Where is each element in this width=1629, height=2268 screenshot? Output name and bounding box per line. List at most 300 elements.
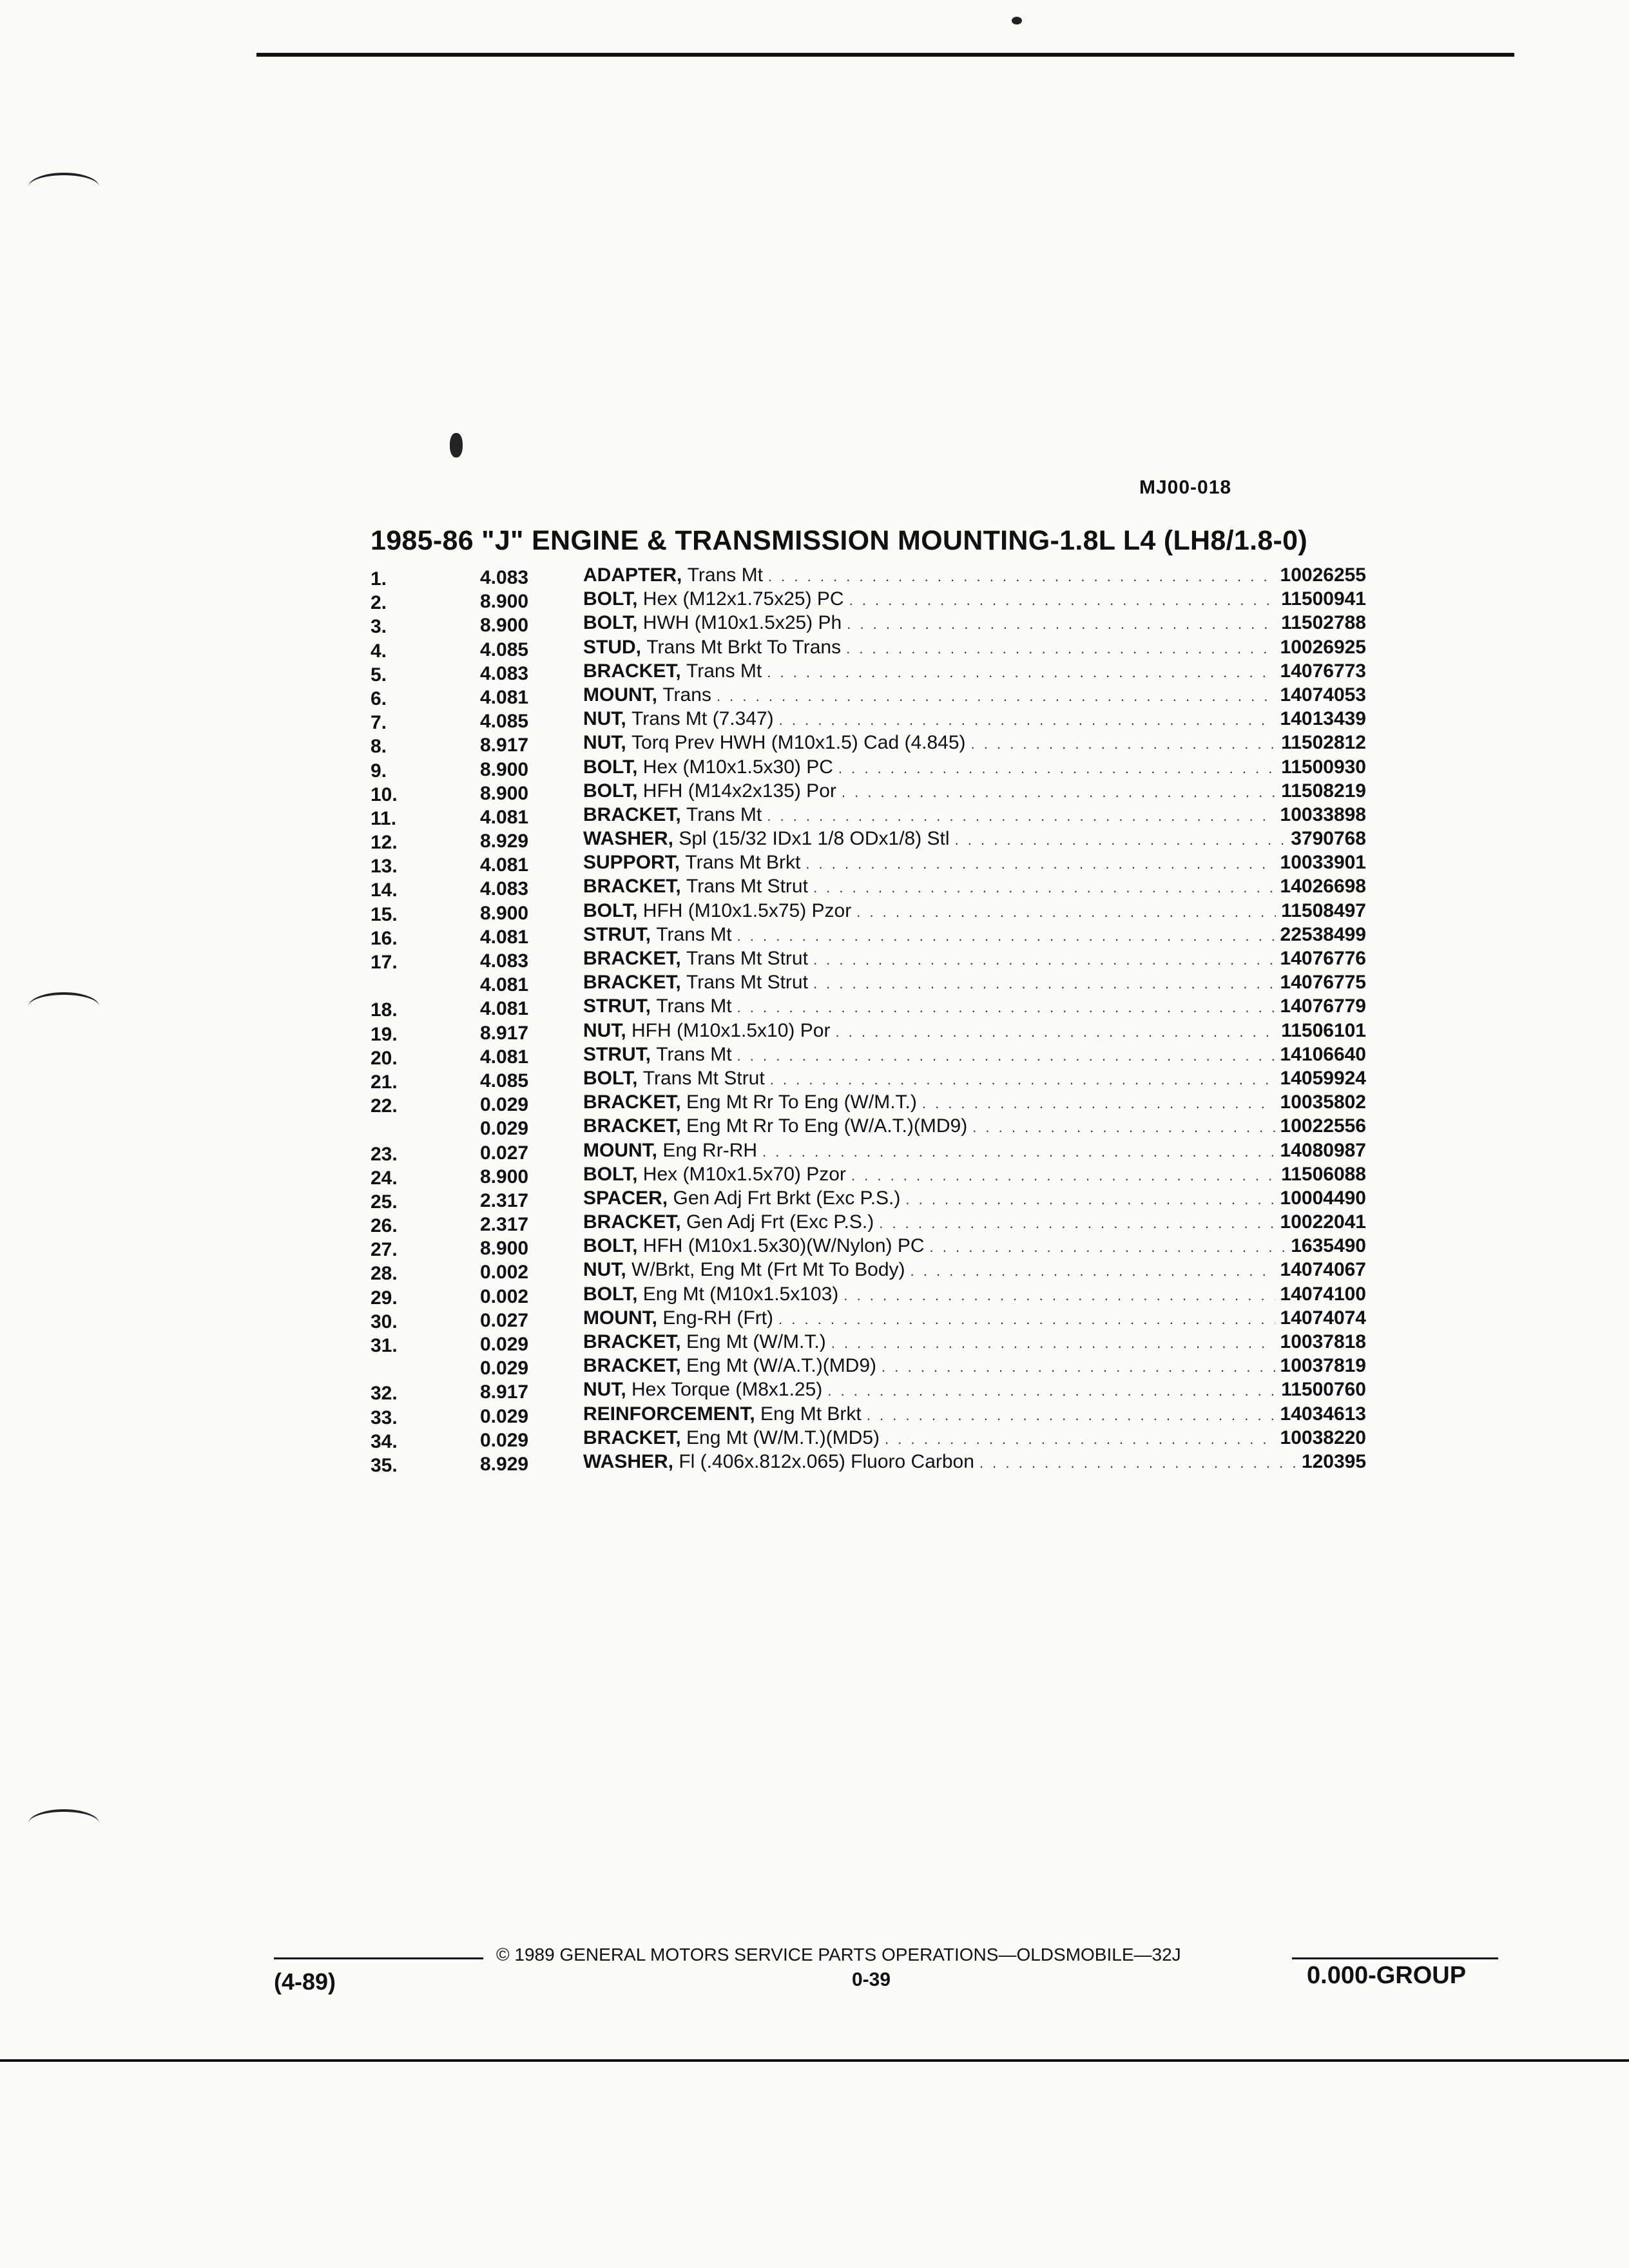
part-name: STUD, [583,636,641,658]
footer-page-number: 0-39 [852,1969,891,1990]
footer-group: 0.000-GROUP [1307,1962,1467,1989]
group-number: 8.900 [480,902,529,924]
part-name: BOLT, [583,1163,638,1185]
bottom-rule [0,2059,1629,2062]
part-number: 10037819 [1280,1355,1366,1377]
part-name: NUT, [583,1379,626,1401]
parts-row [371,1259,1366,1283]
parts-row [371,637,1366,660]
part-name: BOLT, [583,756,638,778]
item-description [583,1307,1366,1329]
group-number: 8.917 [480,1022,529,1044]
part-spec: Eng Mt (M10x1.5x103) [642,1283,839,1305]
part-name: BRACKET, [583,1427,681,1448]
page-title: 1985-86 "J" ENGINE & TRANSMISSION MOUNTING-1.8L L4 (LH8/1.8-0) [371,525,1307,556]
punch-hole-mark [28,1809,99,1838]
part-spec: Fl (.406x.812x.065) Fluoro Carbon [679,1450,974,1472]
group-number: 4.081 [480,974,529,996]
item-number: 22. [371,1095,398,1117]
group-number: 4.081 [480,1046,529,1068]
group-number: 0.029 [480,1094,529,1116]
part-number: 10033901 [1280,852,1366,874]
group-number: 0.029 [480,1358,529,1379]
part-name: BRACKET, [583,1211,681,1233]
parts-row [371,1068,1366,1091]
parts-row [371,708,1366,732]
part-spec: Hex (M12x1.75x25) PC [642,588,844,610]
part-spec: Trans Mt Brkt To Trans [646,636,842,658]
parts-row [371,1331,1366,1355]
part-spec: Eng Mt Rr To Eng (W/M.T.) [686,1091,917,1113]
parts-row [371,1307,1366,1331]
footer-copyright: © 1989 GENERAL MOTORS SERVICE PARTS OPERATIONS—OLDSMOBILE—32J [496,1945,1181,1965]
parts-row [371,995,1366,1019]
part-spec: Hex (M10x1.5x70) Pzor [642,1163,846,1185]
group-number: 8.900 [480,615,529,637]
part-number: 10038220 [1280,1427,1366,1448]
part-spec: Hex Torque (M8x1.25) [631,1379,823,1401]
group-number: 4.081 [480,998,529,1020]
group-number: 0.002 [480,1285,529,1307]
item-description [583,828,1366,850]
parts-row [371,660,1366,684]
part-spec: Spl (15/32 IDx1 1/8 ODx1/8) Stl [679,828,950,850]
parts-row [371,612,1366,636]
parts-row [371,1187,1366,1211]
part-spec: Torq Prev HWH (M10x1.5) Cad (4.845) [631,732,966,754]
group-number: 4.081 [480,806,529,828]
part-name: STRUT, [583,923,651,945]
item-description [583,732,1366,754]
part-spec: Trans Mt Strut [686,876,808,898]
parts-row [371,1164,1366,1187]
item-number: 29. [371,1287,398,1309]
leader-dots [849,592,1277,609]
leader-dots [813,975,1275,992]
item-number: 34. [371,1430,398,1452]
part-number: 14076779 [1280,995,1366,1017]
item-description [583,1044,1366,1066]
group-number: 4.081 [480,686,529,708]
part-number: 14074067 [1280,1259,1366,1281]
part-name: BRACKET, [583,1091,681,1113]
part-name: BRACKET, [583,1355,681,1377]
item-number: 2. [371,592,387,614]
part-spec: HFH (M10x1.5x30)(W/Nylon) PC [642,1235,925,1257]
item-description [583,660,1366,682]
parts-row [371,900,1366,924]
item-description [583,948,1366,970]
part-number: 14059924 [1280,1067,1366,1089]
parts-row [371,732,1366,756]
part-name: NUT, [583,1259,626,1281]
part-name: NUT, [583,732,626,754]
item-description [583,1355,1366,1377]
parts-row [371,924,1366,948]
item-number: 9. [371,760,387,782]
parts-row [371,1020,1366,1044]
part-spec: Trans Mt Brkt [685,852,801,874]
parts-row [371,1451,1366,1475]
part-spec: Trans Mt [686,803,762,825]
part-spec: Trans Mt [656,1043,732,1065]
parts-row [371,852,1366,876]
parts-row [371,1427,1366,1451]
item-number: 7. [371,712,387,734]
parts-row [371,756,1366,780]
leader-dots [955,832,1286,849]
item-number: 1. [371,568,387,590]
part-number: 10035802 [1280,1091,1366,1113]
group-number: 2.317 [480,1189,529,1211]
leader-dots [838,760,1276,777]
part-spec: Eng Mt Rr To Eng (W/A.T.)(MD9) [686,1115,968,1137]
part-number: 10026255 [1280,564,1366,586]
item-description [583,780,1366,802]
item-description [583,612,1366,634]
part-number: 14013439 [1280,708,1366,730]
group-number: 4.083 [480,567,529,588]
group-number: 4.083 [480,878,529,900]
item-number: 31. [371,1335,398,1356]
leader-dots [922,1095,1275,1112]
group-number: 4.085 [480,639,529,660]
part-number: 14074100 [1280,1283,1366,1305]
parts-row [371,804,1366,828]
part-spec: Trans Mt [686,660,762,682]
item-number: 32. [371,1383,398,1405]
part-name: BRACKET, [583,972,681,994]
part-number: 10004490 [1280,1187,1366,1209]
part-spec: Gen Adj Frt Brkt (Exc P.S.) [673,1187,901,1209]
leader-dots [842,784,1276,801]
leader-dots [930,1239,1286,1256]
part-number: 14106640 [1280,1043,1366,1065]
part-spec: Hex (M10x1.5x30) PC [642,756,833,778]
leader-dots [835,1024,1276,1041]
leader-dots [737,1048,1275,1064]
footer-date: (4-89) [274,1968,336,1995]
part-number: 11500760 [1281,1379,1366,1401]
item-description [583,1020,1366,1042]
group-number: 0.002 [480,1262,529,1283]
leader-dots [979,1455,1296,1472]
group-number: 8.917 [480,735,529,756]
part-name: BRACKET, [583,660,681,682]
item-description [583,1331,1366,1353]
part-name: BRACKET, [583,1115,681,1137]
part-name: WASHER, [583,828,674,850]
leader-dots [856,904,1276,921]
leader-dots [827,1383,1276,1399]
part-number: 11508219 [1281,780,1366,802]
part-number: 11502812 [1281,732,1366,754]
leader-dots [768,568,1275,585]
parts-row [371,684,1366,708]
group-number: 4.081 [480,854,529,876]
parts-row [371,948,1366,972]
part-name: BOLT, [583,1283,638,1305]
item-number: 4. [371,640,387,662]
leader-dots [911,1263,1275,1280]
part-number: 10037818 [1280,1331,1366,1352]
leader-dots [717,688,1275,705]
item-description [583,564,1366,586]
leader-dots [805,856,1275,872]
part-name: BOLT, [583,612,638,634]
part-number: 14076773 [1280,660,1366,682]
leader-dots [737,999,1275,1016]
item-number: 25. [371,1191,398,1213]
group-number: 8.929 [480,1453,529,1475]
part-spec: HFH (M14x2x135) Por [642,780,836,802]
item-description [583,1283,1366,1305]
part-name: BRACKET, [583,876,681,898]
leader-dots [813,952,1275,968]
leader-dots [846,640,1275,657]
part-spec: Eng Mt (W/M.T.) [686,1331,826,1352]
footer-rule-left [274,1957,483,1959]
leader-dots [767,808,1275,825]
item-number: 3. [371,616,387,638]
group-number: 0.029 [480,1429,529,1451]
ink-speck [450,433,463,457]
part-spec: Trans Mt Strut [642,1067,765,1089]
leader-dots [762,1144,1275,1160]
parts-list [371,564,1366,1475]
parts-row [371,588,1366,612]
item-number: 23. [371,1143,398,1165]
item-description [583,1379,1366,1401]
part-name: REINFORCEMENT, [583,1403,755,1425]
item-description [583,1164,1366,1186]
parts-row [371,564,1366,588]
item-description [583,1235,1366,1257]
part-number: 10022556 [1280,1115,1366,1137]
top-rule [256,53,1514,57]
leader-dots [847,616,1276,633]
part-name: BRACKET, [583,803,681,825]
item-number: 24. [371,1167,398,1189]
part-spec: HFH (M10x1.5x10) Por [631,1019,831,1041]
item-description [583,804,1366,826]
parts-row [371,1091,1366,1115]
part-number: 11506101 [1281,1019,1366,1041]
item-description [583,1211,1366,1233]
part-name: MOUNT, [583,684,657,706]
part-number: 11502788 [1281,612,1366,634]
item-description [583,852,1366,874]
item-number: 10. [371,783,398,805]
part-spec: Trans Mt (7.347) [631,708,774,730]
part-spec: W/Brkt, Eng Mt (Frt Mt To Body) [631,1259,905,1281]
part-spec: Trans Mt Strut [686,972,808,994]
item-number: 11. [371,807,397,829]
item-description [583,924,1366,946]
leader-dots [813,879,1275,896]
item-number: 30. [371,1311,398,1332]
parts-row [371,1379,1366,1403]
group-number: 0.027 [480,1309,529,1331]
leader-dots [770,1072,1275,1088]
footer-rule-right [1292,1957,1498,1959]
part-name: BOLT, [583,1067,638,1089]
item-description [583,588,1366,610]
part-number: 14034613 [1280,1403,1366,1425]
parts-row [371,1140,1366,1164]
group-number: 4.083 [480,950,529,972]
part-number: 10022041 [1280,1211,1366,1233]
group-number: 0.027 [480,1142,529,1164]
punch-hole-mark [28,173,99,201]
group-number: 8.929 [480,831,529,852]
leader-dots [905,1191,1275,1208]
part-number: 14076775 [1280,972,1366,994]
ink-speck [1012,17,1022,24]
part-name: BRACKET, [583,1331,681,1352]
part-number: 11500930 [1281,756,1366,778]
parts-row [371,828,1366,852]
item-description [583,876,1366,898]
parts-row [371,1211,1366,1235]
item-number: 21. [371,1071,398,1093]
group-number: 8.900 [480,1238,529,1260]
leader-dots [778,1311,1275,1328]
catalog-code: MJ00-018 [1139,477,1232,498]
part-spec: Eng Rr-RH [662,1139,758,1161]
item-number: 6. [371,687,387,709]
part-name: MOUNT, [583,1139,657,1161]
part-number: 120395 [1301,1450,1366,1472]
leader-dots [851,1168,1276,1184]
part-spec: Eng-RH (Frt) [662,1307,774,1329]
item-description [583,1427,1366,1449]
leader-dots [879,1215,1275,1232]
item-description [583,1451,1366,1473]
part-number: 11508497 [1281,899,1366,921]
part-name: BOLT, [583,899,638,921]
part-spec: Eng Mt Brkt [760,1403,862,1425]
group-number: 8.917 [480,1381,529,1403]
part-number: 22538499 [1280,923,1366,945]
parts-row [371,1355,1366,1379]
group-number: 0.029 [480,1118,529,1140]
group-number: 4.085 [480,711,529,733]
group-number: 0.029 [480,1405,529,1427]
parts-row [371,876,1366,899]
item-number: 27. [371,1239,398,1261]
leader-dots [843,1287,1275,1304]
group-number: 2.317 [480,1214,529,1236]
item-number: 33. [371,1407,398,1428]
parts-row [371,780,1366,804]
item-description [583,995,1366,1017]
part-name: BOLT, [583,1235,638,1257]
item-description [583,708,1366,730]
parts-row [371,1115,1366,1139]
part-spec: HFH (M10x1.5x75) Pzor [642,899,852,921]
part-number: 14074053 [1280,684,1366,706]
item-number: 8. [371,736,387,758]
part-number: 11506088 [1281,1163,1366,1185]
part-name: BOLT, [583,780,638,802]
part-spec: Eng Mt (W/A.T.)(MD9) [686,1355,877,1377]
item-description [583,637,1366,658]
part-spec: Trans Mt Strut [686,948,808,969]
item-number: 12. [371,832,398,854]
item-description [583,1187,1366,1209]
leader-dots [971,736,1277,753]
item-description [583,900,1366,922]
part-number: 1635490 [1291,1235,1366,1257]
group-number: 8.900 [480,1166,529,1187]
parts-row [371,1283,1366,1307]
part-name: BRACKET, [583,948,681,969]
item-description [583,1115,1366,1137]
parts-row [371,1403,1366,1427]
parts-row [371,1044,1366,1068]
item-description [583,1091,1366,1113]
item-number: 26. [371,1215,398,1237]
part-number: 11500941 [1281,588,1366,610]
leader-dots [779,712,1275,729]
part-name: NUT, [583,708,626,730]
group-number: 4.085 [480,1070,529,1091]
leader-dots [767,664,1275,681]
item-description [583,1403,1366,1425]
item-number: 28. [371,1263,398,1285]
item-description [583,1140,1366,1162]
leader-dots [831,1335,1275,1352]
part-name: SUPPORT, [583,852,680,874]
leader-dots [867,1407,1275,1424]
leader-dots [972,1119,1275,1136]
leader-dots [737,928,1275,945]
item-number: 15. [371,903,398,925]
part-spec: Trans Mt [687,564,763,586]
part-name: STRUT, [583,995,651,1017]
part-number: 10033898 [1280,803,1366,825]
group-number: 8.900 [480,782,529,804]
item-number: 18. [371,999,398,1021]
item-number: 17. [371,952,398,973]
part-name: WASHER, [583,1450,674,1472]
item-description [583,1259,1366,1281]
part-number: 10026925 [1280,636,1366,658]
part-spec: Gen Adj Frt (Exc P.S.) [686,1211,874,1233]
part-spec: Eng Mt (W/M.T.)(MD5) [686,1427,880,1448]
parts-row [371,1235,1366,1259]
part-spec: Trans Mt [656,923,732,945]
item-description [583,972,1366,994]
group-number: 8.900 [480,591,529,613]
leader-dots [885,1431,1275,1448]
item-description [583,684,1366,706]
item-number: 19. [371,1023,398,1045]
part-name: NUT, [583,1019,626,1041]
part-number: 14074074 [1280,1307,1366,1329]
punch-hole-mark [28,992,99,1021]
item-number: 13. [371,856,398,878]
part-number: 14080987 [1280,1139,1366,1161]
group-number: 4.083 [480,662,529,684]
part-name: BOLT, [583,588,638,610]
part-name: STRUT, [583,1043,651,1065]
item-number: 16. [371,927,398,949]
group-number: 0.029 [480,1334,529,1355]
part-number: 14076776 [1280,948,1366,969]
item-description [583,756,1366,778]
